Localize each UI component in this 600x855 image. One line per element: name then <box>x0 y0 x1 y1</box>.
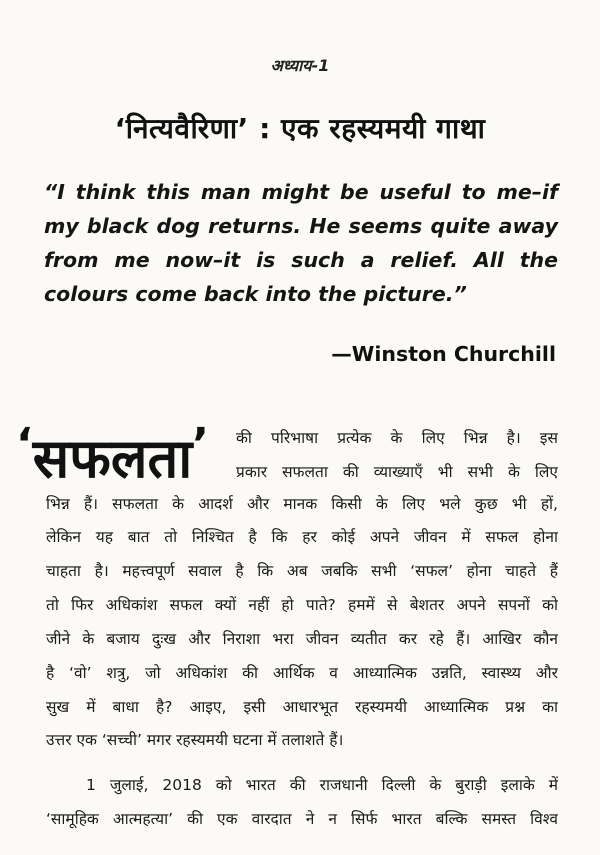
epigraph-author: —Winston Churchill <box>331 342 556 366</box>
body-line: 1 जुलाई, 2018 को भारत की राजधानी दिल्ली के बुराड़ी इलाके में <box>86 776 558 794</box>
body-line: की परिभाषा प्रत्येक के लिए भिन्न है। इस <box>236 429 558 447</box>
dropcap-close-mark: ’ <box>192 419 209 470</box>
body-line: है ‘वो’ शत्रु, जो अधिकांश की आर्थिक व आध्यात्मिक उन्नति, स्वास्थ्य और <box>46 664 558 682</box>
body-line: लेकिन यह बात तो निश्चित है कि हर कोई अपने जीवन में सफल होना <box>46 528 558 546</box>
body-line: ‘सामूहिक आत्महत्या’ की एक वारदात ने न सिर्फ भारत बल्कि समस्त विश्व <box>46 810 558 828</box>
body-line: चाहता है। महत्त्वपूर्ण सवाल है कि अब जबकि सभी ‘सफल’ होना चाहते हैं <box>46 562 558 580</box>
body-line: उत्तर एक ‘सच्ची’ मगर रहस्यमयी घटना में तलाशते हैं। <box>46 731 344 749</box>
body-line: तो फिर अधिकांश सफल क्यों नहीं हो पाते? हममें से बेशतर अपने सपनों को <box>46 596 558 614</box>
dropcap-text: सफलता <box>32 427 193 490</box>
body-line: सुख में बाधा है? आइए, इसी आधारभूत रहस्यमयी आध्यात्मिक प्रश्न का <box>46 698 558 716</box>
epigraph-quote: “I think this man might be useful to me–if my black dog returns. He seems quite away from me now–it is such a relief. All the colours come back into the picture.” <box>44 180 558 306</box>
chapter-title: ‘नित्यवैरिणा’ : एक रहस्यमयी गाथा <box>114 112 486 145</box>
chapter-label: अध्याय-1 <box>270 56 330 75</box>
body-line: भिन्न हैं। सफलता के आदर्श और मानक किसी के लिए भले कुछ भी हों, <box>46 495 558 513</box>
body-line: प्रकार सफलता की व्याख्याएँ भी सभी के लिए <box>236 463 558 481</box>
body-line: जीने के बजाय दुःख और निराशा भरा जीवन व्यतीत कर रहे हैं। आखिर कौन <box>46 630 558 648</box>
dropcap-open-mark: ‘ <box>16 419 33 470</box>
dropcap-word <box>16 404 236 490</box>
